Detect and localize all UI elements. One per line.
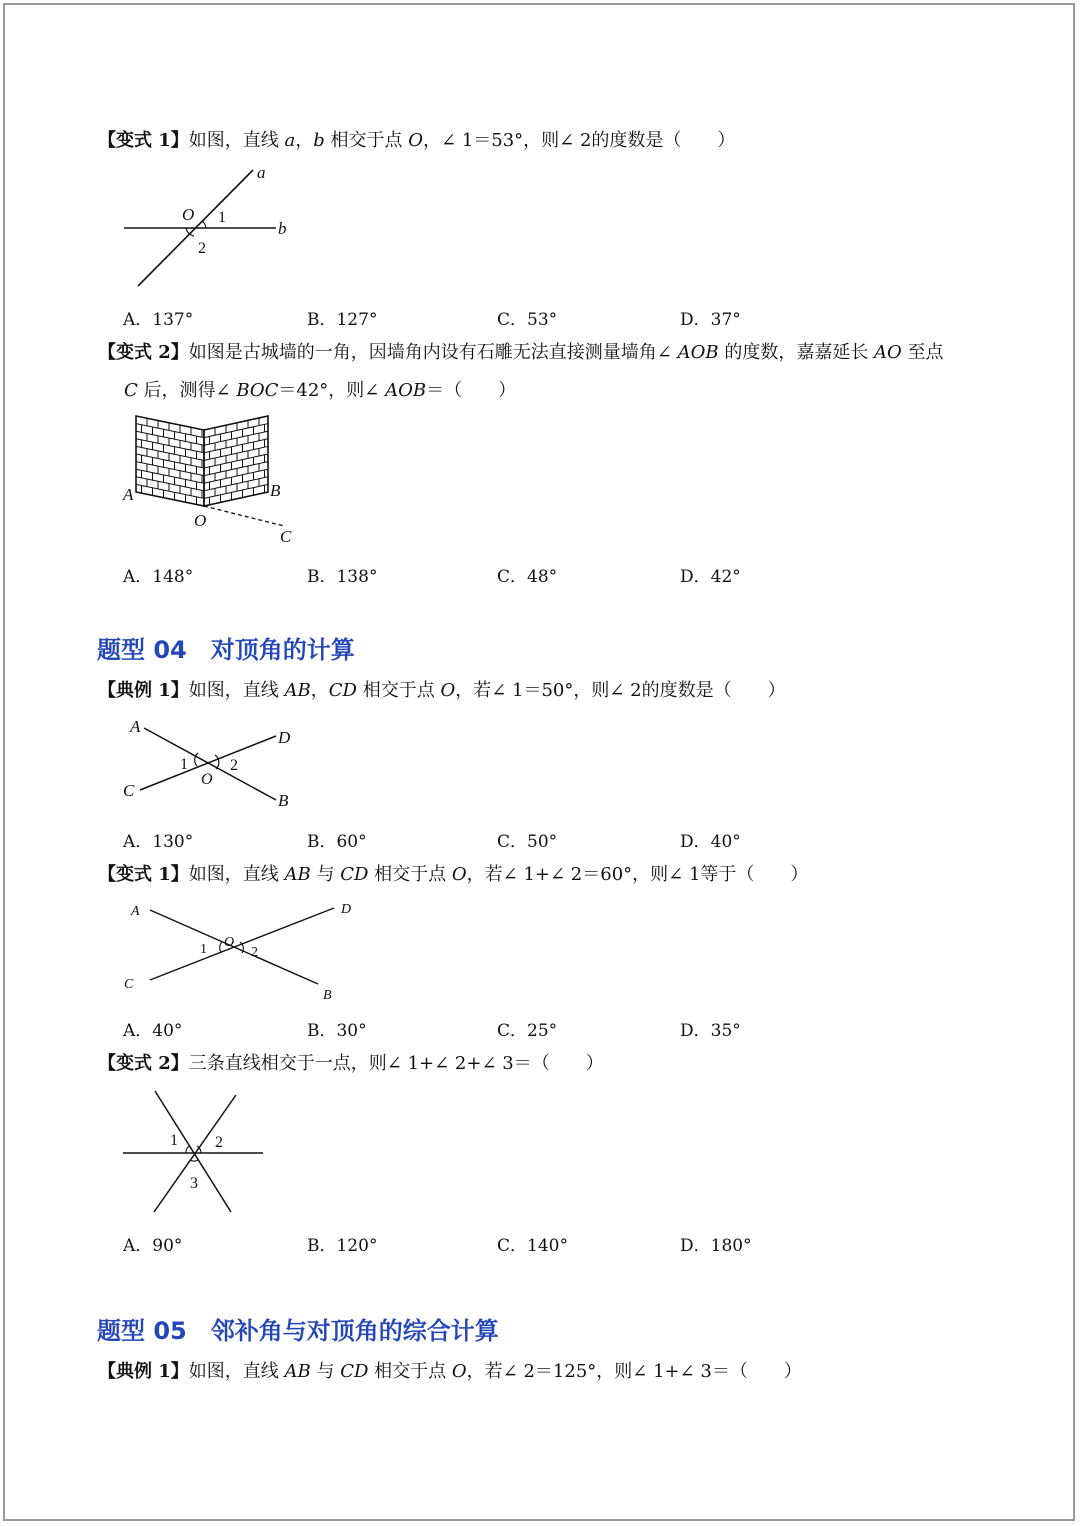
label-a: A xyxy=(123,485,134,504)
label-d: D xyxy=(278,728,291,747)
question-text: 如图，直线 xyxy=(188,680,285,701)
angle-1-arc xyxy=(220,942,222,952)
label-b: B xyxy=(278,791,289,810)
option-c: C．48° xyxy=(497,567,558,587)
math-var: CD xyxy=(340,864,369,885)
label-a: A xyxy=(131,904,140,919)
question-variant-2-a xyxy=(98,339,944,367)
section-title: 邻补角与对顶角的综合计算 xyxy=(210,1317,499,1345)
label-c: C xyxy=(123,781,135,800)
label-angle-1: 1 xyxy=(180,756,188,773)
label-angle-2: 2 xyxy=(198,240,206,257)
option-d: D．37° xyxy=(680,310,741,330)
angle-2-arc xyxy=(186,228,194,236)
option-b: B．127° xyxy=(307,310,378,330)
figure-lines-ab-cd xyxy=(118,714,318,819)
question-variant-1-b xyxy=(98,861,808,889)
angle-3-arc xyxy=(190,1160,198,1161)
label-o: O xyxy=(201,771,213,788)
question-text: ，∠ 1＝53°，则∠ 2的度数是（ ） xyxy=(423,130,736,151)
option-d: D．35° xyxy=(680,1021,741,1041)
option-d: D．40° xyxy=(680,832,741,852)
label-b: B xyxy=(323,988,332,1003)
option-b: B．60° xyxy=(307,832,367,852)
math-var: AB xyxy=(284,680,311,701)
option-b: B．30° xyxy=(307,1021,367,1041)
label-angle-1: 1 xyxy=(218,209,226,226)
question-tag: 【变式 1】 xyxy=(98,130,189,151)
brick-wall-right xyxy=(204,416,268,506)
math-var: AO xyxy=(874,342,902,363)
label-o: O xyxy=(224,935,235,950)
brick-wall-left xyxy=(136,416,204,506)
option-c: C．50° xyxy=(497,832,558,852)
math-var: AOB xyxy=(677,342,719,363)
question-text: ＝（ ） xyxy=(426,380,517,401)
question-text: ＝42°，则∠ xyxy=(278,380,386,401)
label-d: D xyxy=(341,902,352,917)
question-text: 如图，直线 xyxy=(188,130,285,151)
angle-1-arc xyxy=(186,1146,189,1153)
question-text: 如图是古城墙的一角，因墙角内设有石雕无法直接测量墙角∠ xyxy=(188,342,678,363)
question-variant-2-a-line2 xyxy=(124,377,516,405)
label-a: A xyxy=(130,717,141,736)
question-tag: 【典例 1】 xyxy=(98,680,189,701)
math-var: CD xyxy=(328,680,357,701)
question-tag: 【变式 2】 xyxy=(98,342,189,363)
question-text: 的度数，嘉嘉延长 xyxy=(718,342,875,363)
question-text: ，若∠ 1+∠ 2＝60°，则∠ 1等于（ ） xyxy=(466,864,809,885)
section-title: 对顶角的计算 xyxy=(210,636,355,664)
label-angle-2: 2 xyxy=(251,945,258,960)
question-text: 至点 xyxy=(901,342,944,363)
section-number: 题型 04 xyxy=(97,636,187,664)
question-example-1-b xyxy=(98,1358,802,1386)
math-var: AB xyxy=(284,1361,311,1382)
math-var: AOB xyxy=(385,380,427,401)
math-var: b xyxy=(313,130,325,151)
question-text: 相交于点 xyxy=(356,680,441,701)
option-c: C．53° xyxy=(497,310,558,330)
question-text: 与 xyxy=(310,864,341,885)
question-text: 三条直线相交于一点，则∠ 1+∠ 2+∠ 3＝（ ） xyxy=(188,1053,604,1074)
question-text: 相交于点 xyxy=(324,130,409,151)
question-text: 如图，直线 xyxy=(188,1361,285,1382)
question-text: ， xyxy=(310,680,329,701)
question-text: ，若∠ 2＝125°，则∠ 1+∠ 3＝（ ） xyxy=(466,1361,802,1382)
extension-line-oc xyxy=(204,506,284,526)
figure-lines-ab-cd-2 xyxy=(118,898,368,1006)
section-number: 题型 05 xyxy=(97,1317,187,1345)
figure-city-wall xyxy=(118,408,318,558)
label-angle-3: 3 xyxy=(190,1175,198,1192)
label-angle-2: 2 xyxy=(215,1134,223,1151)
option-a: A．137° xyxy=(123,310,194,330)
option-a: A．40° xyxy=(123,1021,183,1041)
option-c: C．140° xyxy=(497,1236,568,1256)
label-b: B xyxy=(270,481,281,500)
question-text: 后，测得∠ xyxy=(137,380,237,401)
label-angle-2: 2 xyxy=(230,757,238,774)
question-tag: 【典例 1】 xyxy=(98,1361,189,1382)
question-text: ，若∠ 1＝50°，则∠ 2的度数是（ ） xyxy=(455,680,786,701)
question-text: ， xyxy=(295,130,314,151)
option-d: D．180° xyxy=(680,1236,752,1256)
question-example-1 xyxy=(98,677,786,705)
math-var: C xyxy=(124,380,138,401)
angle-1-arc xyxy=(202,221,206,228)
question-tag: 【变式 2】 xyxy=(98,1053,189,1074)
angle-1-arc xyxy=(195,753,198,766)
question-text: 与 xyxy=(310,1361,341,1382)
math-var: a xyxy=(284,130,296,151)
figure-intersecting-lines-ab xyxy=(110,160,310,295)
label-angle-1: 1 xyxy=(200,942,207,957)
math-var: O xyxy=(440,680,456,701)
label-o: O xyxy=(194,511,207,530)
question-variant-2-b xyxy=(98,1050,604,1078)
option-a: A．90° xyxy=(123,1236,183,1256)
math-var: BOC xyxy=(236,380,279,401)
figure-three-lines xyxy=(118,1088,278,1218)
label-c: C xyxy=(124,977,134,992)
line-ab xyxy=(144,728,276,800)
section-heading-04 xyxy=(97,630,355,665)
math-var: O xyxy=(451,864,467,885)
question-variant-1-a xyxy=(98,127,735,155)
label-o: O xyxy=(182,205,195,224)
math-var: O xyxy=(408,130,424,151)
section-heading-05 xyxy=(97,1311,499,1346)
label-c: C xyxy=(280,527,292,546)
math-var: CD xyxy=(340,1361,369,1382)
label-angle-1: 1 xyxy=(170,1132,178,1149)
question-text: 相交于点 xyxy=(368,1361,452,1382)
math-var: AB xyxy=(284,864,311,885)
label-b: b xyxy=(278,219,287,238)
question-text: 相交于点 xyxy=(368,864,452,885)
option-b: B．138° xyxy=(307,567,378,587)
question-tag: 【变式 1】 xyxy=(98,864,189,885)
option-c: C．25° xyxy=(497,1021,558,1041)
option-a: A．130° xyxy=(123,832,194,852)
math-var: O xyxy=(451,1361,467,1382)
option-b: B．120° xyxy=(307,1236,378,1256)
option-a: A．148° xyxy=(123,567,194,587)
option-d: D．42° xyxy=(680,567,741,587)
label-a: a xyxy=(257,163,266,182)
question-text: 如图，直线 xyxy=(188,864,285,885)
